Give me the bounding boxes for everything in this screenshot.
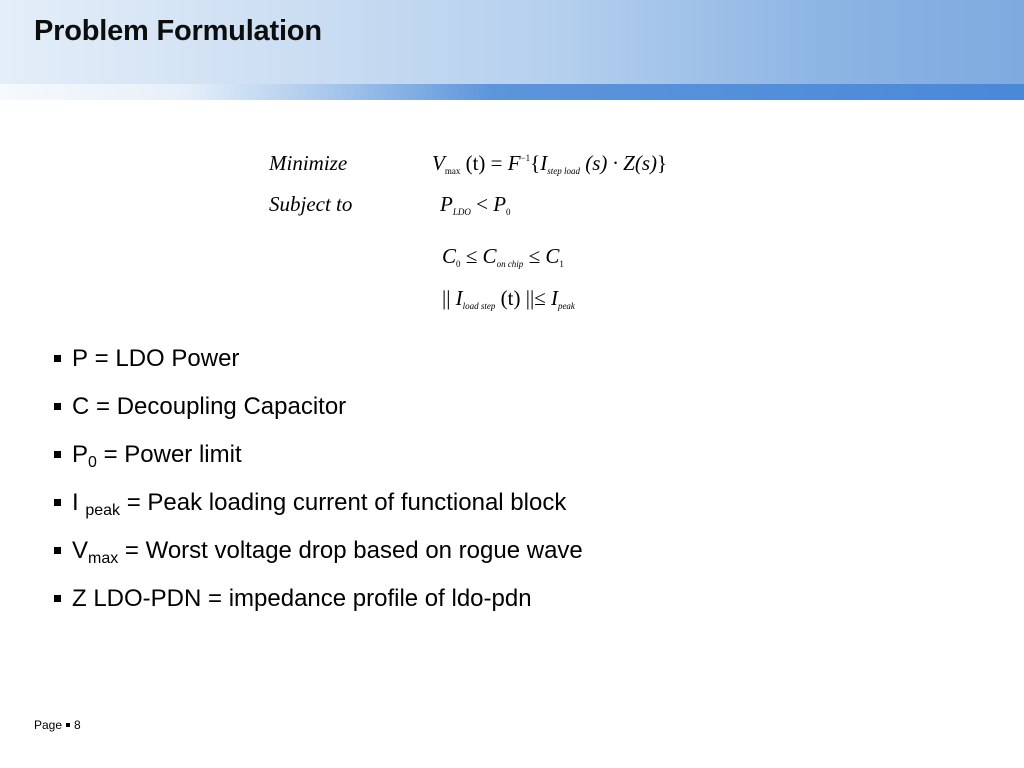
subject-to-label: Subject to bbox=[269, 192, 353, 216]
definition: = impedance profile of ldo-pdn bbox=[201, 585, 532, 612]
c-subscript: on chip bbox=[496, 259, 524, 269]
norm-open: || bbox=[442, 286, 456, 310]
title-accent-band bbox=[0, 84, 1024, 100]
leq-operator-1: ≤ bbox=[465, 244, 483, 268]
list-item bbox=[54, 585, 583, 633]
brace-open: { bbox=[530, 151, 541, 175]
capacitance-constraint bbox=[442, 244, 564, 269]
list-item bbox=[54, 345, 583, 393]
page-footer bbox=[34, 718, 81, 732]
term: C bbox=[72, 393, 90, 420]
definition: = Decoupling Capacitor bbox=[89, 393, 347, 420]
definition: = Peak loading current of functional block bbox=[120, 489, 567, 516]
page-number: 8 bbox=[74, 718, 81, 732]
c0-symbol: C bbox=[442, 244, 457, 268]
i-peak-subscript: peak bbox=[557, 301, 575, 311]
list-item bbox=[54, 489, 583, 537]
t-norm-expression: (t) ||≤ bbox=[500, 286, 551, 310]
p-subscript: LDO bbox=[452, 207, 471, 217]
term-subscript: 0 bbox=[88, 454, 97, 471]
term-subscript: peak bbox=[85, 502, 121, 519]
v-symbol: V bbox=[432, 151, 445, 175]
v-subscript: max bbox=[444, 166, 461, 176]
definition: = LDO Power bbox=[88, 345, 240, 372]
p0-subscript: 0 bbox=[506, 207, 511, 217]
bullet-marker bbox=[54, 547, 61, 554]
f-superscript: −1 bbox=[520, 153, 531, 163]
c1-symbol: C bbox=[545, 244, 560, 268]
less-than-operator: < bbox=[476, 192, 494, 216]
bullet-marker bbox=[54, 355, 61, 362]
slide-title: Problem Formulation bbox=[34, 15, 322, 47]
i-load-subscript: load step bbox=[462, 301, 496, 311]
i-load-symbol: I bbox=[455, 286, 463, 310]
c-symbol: C bbox=[482, 244, 497, 268]
definition: = Power limit bbox=[96, 441, 242, 468]
list-item bbox=[54, 537, 583, 585]
list-item bbox=[54, 441, 583, 489]
list-item bbox=[54, 393, 583, 441]
term: Z LDO-PDN bbox=[72, 585, 202, 612]
c1-subscript: 1 bbox=[559, 259, 564, 269]
objective-equation bbox=[432, 151, 667, 176]
s-expression: (s) · Z(s) bbox=[585, 151, 657, 175]
page-label: Page bbox=[34, 718, 63, 732]
term: P bbox=[72, 345, 89, 372]
bullet-marker bbox=[54, 451, 61, 458]
definition: = Worst voltage drop based on rogue wave bbox=[118, 537, 583, 564]
t-expression: (t) = bbox=[465, 151, 508, 175]
power-constraint bbox=[440, 192, 511, 217]
i-subscript: step load bbox=[547, 166, 580, 176]
definitions-list bbox=[54, 345, 583, 633]
leq-operator-2: ≤ bbox=[528, 244, 546, 268]
i-peak-symbol: I bbox=[550, 286, 558, 310]
term: P bbox=[72, 441, 89, 468]
term: V bbox=[72, 537, 89, 564]
p-symbol: P bbox=[440, 192, 453, 216]
term: I bbox=[72, 489, 86, 516]
current-constraint bbox=[442, 286, 575, 311]
term-subscript: max bbox=[88, 550, 119, 567]
footer-bullet bbox=[66, 723, 70, 727]
f-symbol: F bbox=[507, 151, 521, 175]
bullet-marker bbox=[54, 499, 61, 506]
bullet-marker bbox=[54, 403, 61, 410]
i-symbol: I bbox=[540, 151, 548, 175]
bullet-marker bbox=[54, 595, 61, 602]
brace-close: } bbox=[657, 151, 668, 175]
p0-symbol: P bbox=[493, 192, 507, 216]
c0-subscript: 0 bbox=[456, 259, 461, 269]
minimize-label: Minimize bbox=[269, 151, 348, 175]
